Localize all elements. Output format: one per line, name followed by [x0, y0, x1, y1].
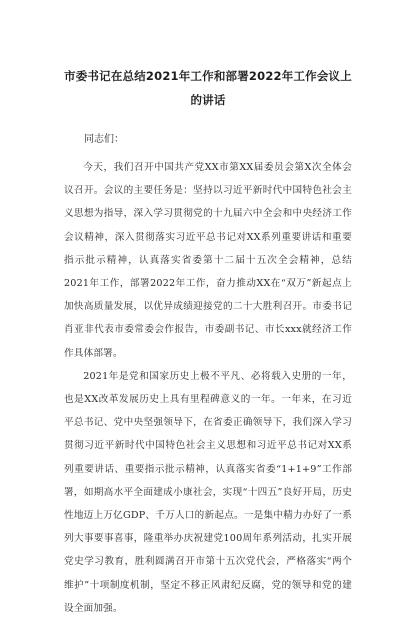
document-title: 市委书记在总结2021年工作和部署2022年工作会议上的讲话 [64, 69, 352, 107]
paragraph-2: 2021年是党和国家历史上极不平凡、必将载入史册的一年，也是XX改革发展历史上具有里程碑意义的一年。一年来，在习近平总书记、党中央坚强领导下，在省委正确领导下，我们深入学习贯彻习近平新时代中国特色社会主义思想和习近平总书记对XX系列重要讲话、重要指示批示精神，认真落实省委“1+1+9”工作部署，如期高水平全面建成小康社会，实现“十四五”良好开局，历史性地迈上万亿GDP、千万人口的新起点。一是集中精力办好了一系列大事要事喜事，隆重举办庆祝建党100周年系列活动，扎实开展党史学习教育，胜利圆满召开市第十五次党代会，严格落实“两个维护”十项制度机制，坚定不移正风肃纪反腐，党的领导和党的建设全面加强。 [64, 370, 352, 614]
paragraph-1: 今天，我们召开中国共产党XX市第XX届委员会第X次全体会议召开。会议的主要任务是：坚持以习近平新时代中国特色社会主义思想为指导，深入学习贯彻党的十九届六中全会和中央经济工作会议精神，深入贯彻落实习近平总书记对XX系列重要讲话和重要指示批示精神，认真落实省委第十二届十五次全会精神，总结2021年工作，部署2022年工作，奋力推动XX在“双万”新起点上加快高质量发展，以优异成绩迎接党的二十大胜利召开。市委书记肖亚非代表市委常委会作报告，市委副书记、市长xxx就经济工作作具体部署。 [64, 162, 352, 359]
salutation: 同志们： [84, 134, 124, 145]
